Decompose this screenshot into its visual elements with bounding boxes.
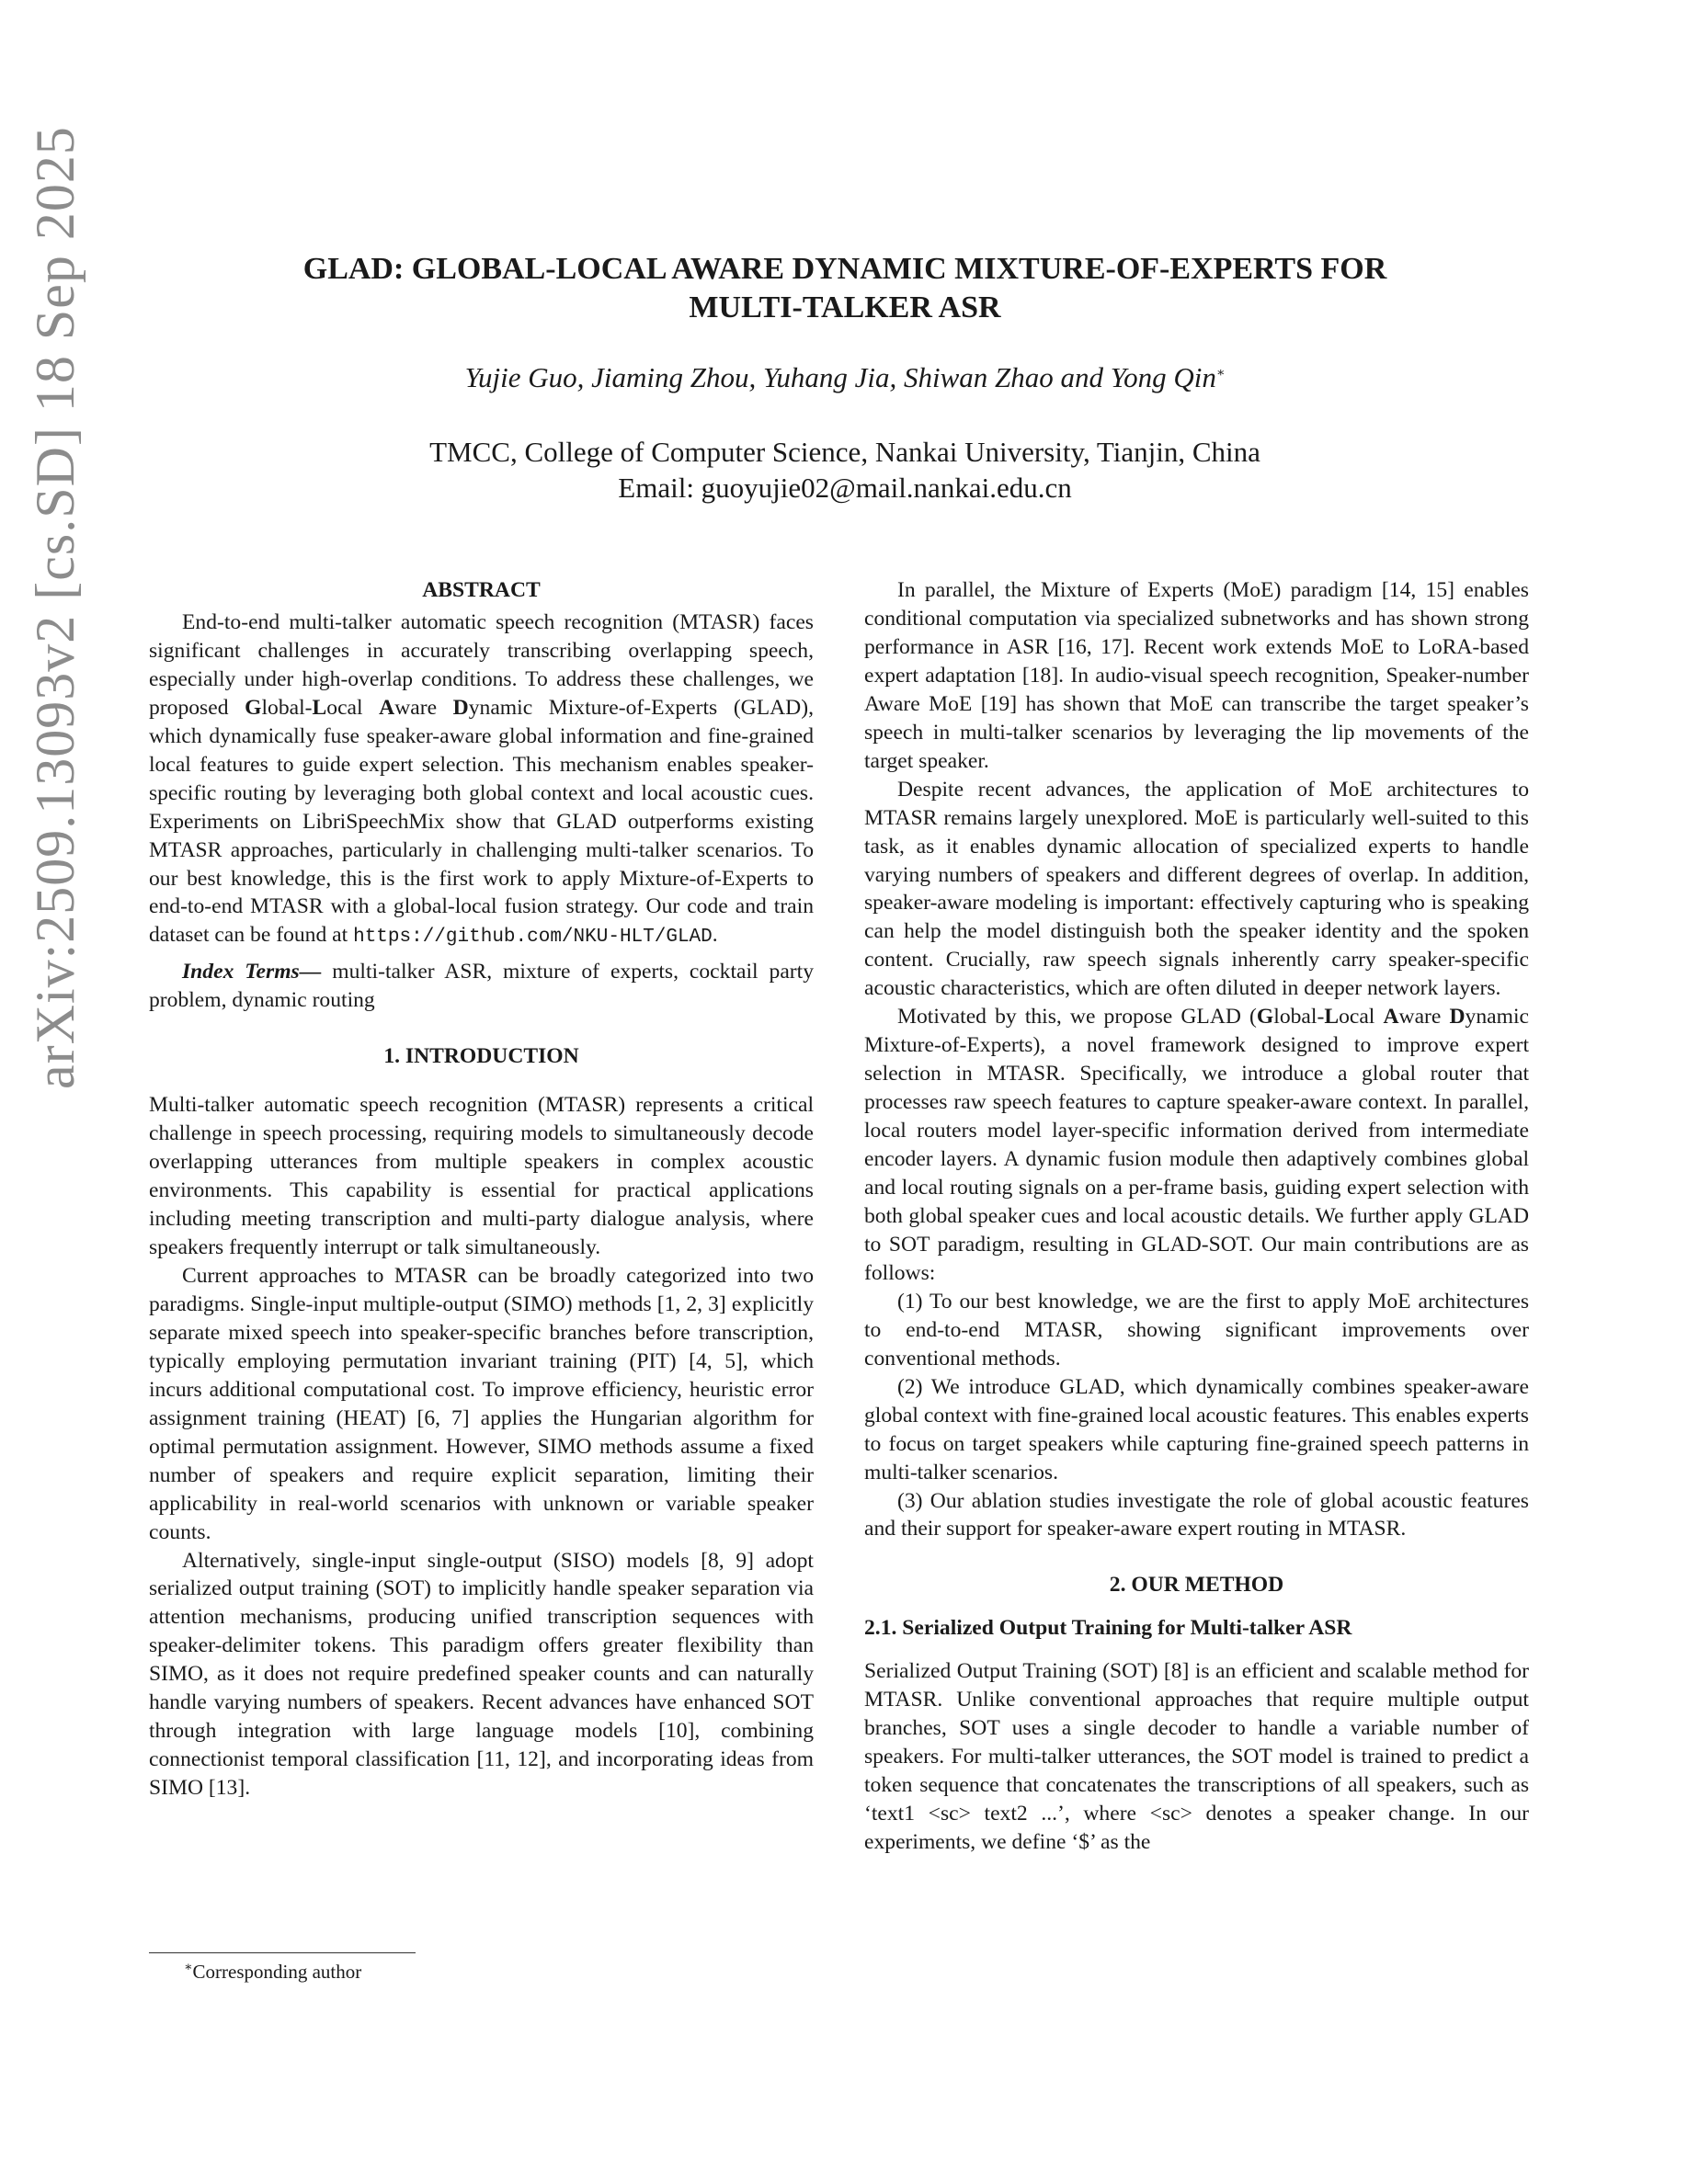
affiliation-block bbox=[165, 434, 1524, 506]
code-url-link[interactable]: https://github.com/NKU-HLT/GLAD bbox=[353, 927, 713, 949]
right-column bbox=[864, 576, 1529, 1857]
author-names: Yujie Guo, Jiaming Zhou, Yuhang Jia, Shiwan Zhao and Yong Qin bbox=[464, 361, 1216, 393]
footnote bbox=[184, 1960, 361, 1984]
intro-paragraph-1: Multi-talker automatic speech recognition (MTASR) represents a critical challenge in speech processing, requiring models to simultaneously decode overlapping utterances from multiple speakers in complex acoustic environments. This capability is essential for practical applications including meeting transcription and multi-party dialogue analysis, where speakers frequently interrupt or talk simultaneously. bbox=[149, 1093, 814, 1260]
contribution-3: (3) Our ablation studies investigate the role of global acoustic features and their support for speaker-aware expert routing in MTASR. bbox=[864, 1488, 1529, 1541]
proposal-paragraph: Motivated by this, we propose GLAD (Global-Local Aware Dynamic Mixture-of-Experts), a novel framework designed to improve expert selection in MTASR. Specifically, we introduce a global router that processes raw speech features to capture speaker-aware context. In parallel, local routers model layer-specific information derived from intermediate encoder layers. A dynamic fusion module then adaptively combines global and local routing signals on a per-frame basis, guiding expert selection with both global speaker cues and local acoustic details. We further apply GLAD to SOT paradigm, resulting in GLAD-SOT. Our main contributions are as follows: bbox=[864, 1005, 1529, 1285]
affiliation: TMCC, College of Computer Science, Nankai University, Tianjin, China bbox=[429, 436, 1260, 468]
moe-paragraph: In parallel, the Mixture of Experts (MoE) paradigm [14, 15] enables conditional computation via specialized subnetworks and has shown strong performance in ASR [16, 17]. Recent work extends MoE to LoRA-based expert adaptation [18]. In audio-visual speech recognition, Speaker-number Aware MoE [19] has shown that MoE can transcribe the target speaker’s speech in multi-talker scenarios by leveraging the lip movements of the target speaker. bbox=[864, 578, 1529, 773]
intro-paragraph-2: Current approaches to MTASR can be broadly categorized into two paradigms. Single-input multiple-output (SIMO) methods [1, 2, 3] explicitly separate mixed speech into speaker-specific branches before transcription, typically employing permutation invariant training (PIT) [4, 5], which incurs additional computational cost. To improve efficiency, heuristic error assignment training (HEAT) [6, 7] applies the Hungarian algorithm for optimal permutation assignment. However, SIMO methods assume a fixed number of speakers and require explicit separation, limiting their applicability in real-world scenarios with unknown or variable speaker counts. bbox=[149, 1263, 814, 1544]
introduction-heading: 1. INTRODUCTION bbox=[383, 1044, 579, 1069]
paper-title bbox=[165, 250, 1524, 327]
sot-subsection-heading: 2.1. Serialized Output Training for Multi-talker ASR bbox=[864, 1616, 1352, 1641]
title-line-2: MULTI-TALKER ASR bbox=[689, 290, 1001, 324]
title-line-1: GLAD: GLOBAL-LOCAL AWARE DYNAMIC MIXTURE-OF-EXPERTS FOR bbox=[302, 252, 1387, 286]
footnote-mark: ∗ bbox=[184, 1961, 193, 1974]
abstract-text: End-to-end multi-talker automatic speech recognition (MTASR) faces significant challenges in accurately transcribing overlapping speech, especially under high-overlap conditions. To address these challenges, we proposed Global-Local Aware Dynamic Mixture-of-Experts (GLAD), which dynamically fuse speaker-aware global information and fine-grained local features to guide expert selection. This mechanism enables speaker-specific routing by leveraging both global context and local acoustic cues. Experiments on LibriSpeechMix show that GLAD outperforms existing MTASR approaches, particularly in challenging multi-talker scenarios. To our best knowledge, this is the first work to apply Mixture-of-Experts to end-to-end MTASR with a global-local fusion strategy. Our code and train dataset can be found at https://github.com/NKU-HLT/GLAD. bbox=[149, 609, 814, 949]
email: Email: guoyujie02@mail.nankai.edu.cn bbox=[618, 472, 1072, 504]
index-terms-label: Index Terms— bbox=[182, 960, 322, 984]
contribution-2: (2) We introduce GLAD, which dynamically combines speaker-aware global context with fine-grained local acoustic features. This enables experts to focus on target speakers while capturing fine-grained speech patterns in multi-talker scenarios. bbox=[864, 1374, 1529, 1484]
author-list bbox=[165, 360, 1524, 395]
corresponding-author-mark: ∗ bbox=[1215, 366, 1226, 381]
motivation-paragraph: Despite recent advances, the application of MoE architectures to MTASR remains largely unexplored. MoE is particularly well-suited to this task, as it enables dynamic allocation of specialized experts to handle varying numbers of speakers and different degrees of overlap. In addition, speaker-aware modeling is important: effectively capturing who is speaking can help the model distinguish both the speaker identity and the spoken content. Crucially, raw speech signals inherently carry speaker-specific acoustic characteristics, which are often diluted in deeper network layers. bbox=[864, 777, 1529, 1001]
footnote-divider bbox=[149, 1952, 416, 1953]
method-heading: 2. OUR METHOD bbox=[1109, 1573, 1284, 1598]
arxiv-identifier: arXiv:2509.13093v2 [cs.SD] 18 Sep 2025 bbox=[25, 126, 86, 1089]
index-terms: Index Terms— multi-talker ASR, mixture of experts, cocktail party problem, dynamic routing bbox=[149, 960, 815, 1013]
sot-paragraph: Serialized Output Training (SOT) [8] is an efficient and scalable method for MTASR. Unlike conventional approaches that require multiple output branches, SOT uses a single decoder to handle a variable number of speakers. For multi-talker utterances, the SOT model is trained to predict a token sequence that concatenates the transcriptions of all speakers, such as ‘text1 <sc> text2 ...’, where <sc> denotes a speaker change. In our experiments, we define ‘$’ as the bbox=[864, 1659, 1529, 1855]
abstract-heading: ABSTRACT bbox=[422, 578, 541, 602]
footnote-text: Corresponding author bbox=[192, 1961, 362, 1983]
intro-paragraph-3: Alternatively, single-input single-output (SISO) models [8, 9] adopt serialized output training (SOT) to implicitly handle speaker separation via attention mechanisms, producing unified transcription sequences with speaker-delimiter tokens. This paradigm offers greater flexibility than SIMO, as it does not require predefined speaker counts and can naturally handle varying numbers of speakers. Recent advances have enhanced SOT through integration with large language models [10], combining connectionist temporal classification [11, 12], and incorporating ideas from SIMO [13]. bbox=[149, 1548, 814, 1801]
contribution-1: (1) To our best knowledge, we are the first to apply MoE architectures to end-to-end MTASR, showing significant improvements over conventional methods. bbox=[864, 1289, 1529, 1371]
left-column bbox=[149, 576, 814, 1803]
